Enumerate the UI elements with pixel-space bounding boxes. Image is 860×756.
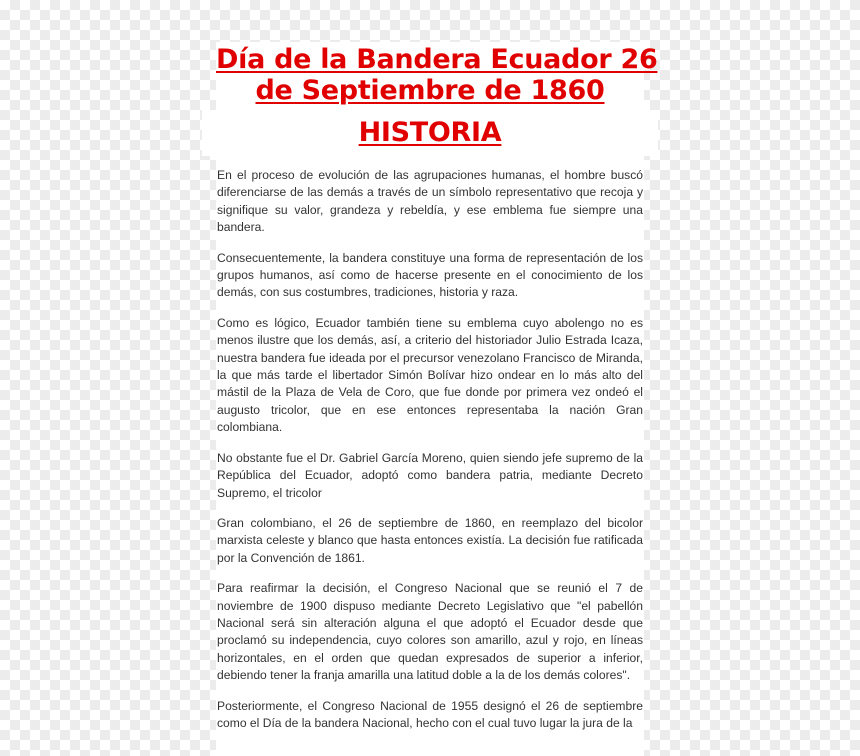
- paragraph: Consecuentemente, la bandera constituye una forma de representación de los grupos humanos, así como de hacerse presente en el conocimiento de los demás, con sus costumbres, tradiciones, historia y raza.: [217, 250, 643, 300]
- section-heading: HISTORIA: [358, 117, 502, 148]
- title-line-1: Día de la Bandera Ecuador 26: [216, 44, 658, 75]
- title-block: [216, 42, 658, 106]
- paragraph: Para reafirmar la decisión, el Congreso Nacional que se reunió el 7 de noviembre de 1900 dispuso mediante Decreto Legislativo que "el pabellón Nacional será sin alteración alguna el que adoptó el Ecuador desde que proclamó su independencia, cuyo colores son amarillo, azul y rojo, en líneas horizontales, en el orden que quedan expresados de superior a inferior, debiendo tener la franja amarilla una latitud doble a la de los demás colores".: [217, 581, 643, 683]
- section-heading-band: [202, 110, 658, 156]
- paragraph: Como es lógico, Ecuador también tiene su emblema cuyo abolengo no es menos ilustre que los demás, así, a criterio del historiador Julio Estrada Icaza, nuestra bandera fue ideada por el precursor venezolano Francisco de Miranda, la que más tarde el libertador Simón Bolívar hizo ondear en lo más alto del mástil de la Plaza de Vela de Coro, que fue donde por primera vez ondeó el augusto tricolor, que en ese entonces representaba la nación Gran colombiana.: [217, 315, 643, 435]
- title-line-2: de Septiembre de 1860: [255, 75, 605, 106]
- document-body: [217, 167, 643, 745]
- paragraph: Gran colombiano, el 26 de septiembre de 1860, en reemplazo del bicolor marxista celeste y blanco que hasta entonces existía. La decisión fue ratificada por la Convención de 1861.: [217, 515, 643, 565]
- paragraph: Posteriormente, el Congreso Nacional de 1955 designó el 26 de septiembre como el Día de la bandera Nacional, hecho con el cual tuvo lugar la jura de la: [217, 698, 643, 730]
- document-title: [216, 42, 658, 106]
- paragraph: En el proceso de evolución de las agrupaciones humanas, el hombre buscó diferenciarse de las demás a través de un símbolo representativo que recoja y signifique su valor, grandeza y rebeldía, y ese emblema fue siempre una bandera.: [217, 168, 643, 235]
- paragraph: No obstante fue el Dr. Gabriel García Moreno, quien siendo jefe supremo de la República del Ecuador, adoptó como bandera patria, mediante Decreto Supremo, el tricolor: [217, 450, 643, 500]
